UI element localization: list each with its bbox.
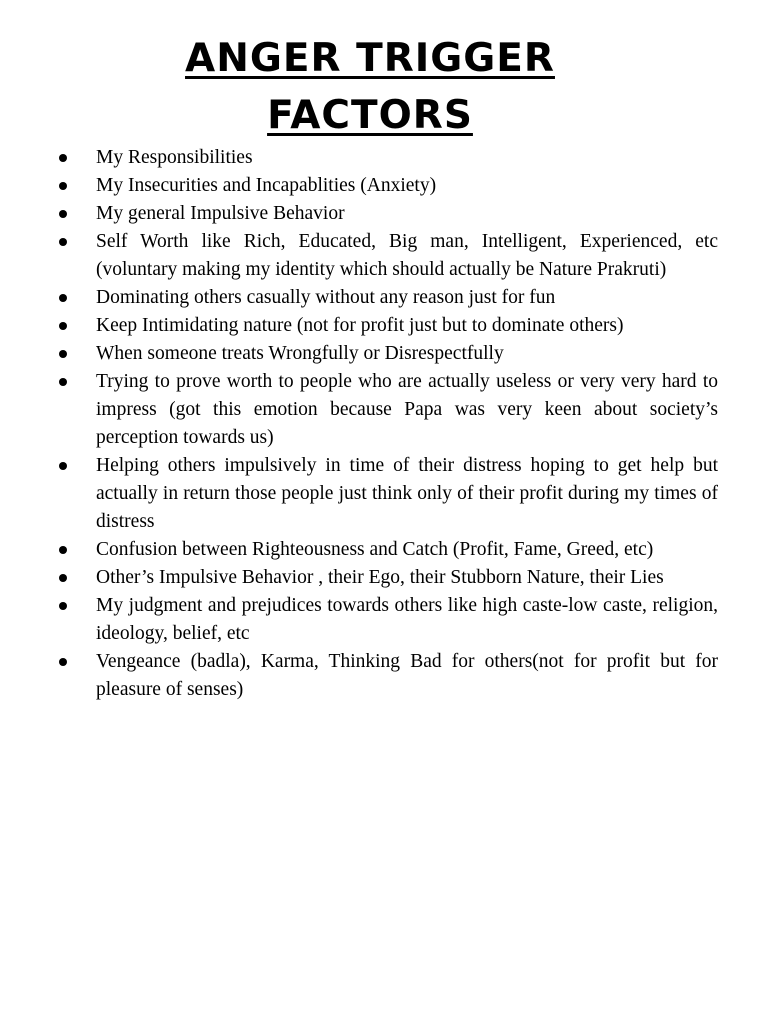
list-item <box>0 564 718 592</box>
list-item-text: Confusion between Righteousness and Catch (Profit, Fame, Greed, etc) <box>96 539 654 560</box>
list-item-text: My Insecurities and Incapablities (Anxiety) <box>96 175 437 196</box>
list-item-text: Other’s Impulsive Behavior , their Ego, their Stubborn Nature, their Lies <box>96 567 664 588</box>
list-item-text: My general Impulsive Behavior <box>96 203 345 224</box>
list-item-text: When someone treats Wrongfully or Disrespectfully <box>96 343 504 364</box>
bullet-icon <box>59 574 67 582</box>
bullet-icon <box>59 182 67 190</box>
trigger-factor-list <box>0 144 768 704</box>
page-title: ANGER TRIGGER FACTORS <box>185 36 555 138</box>
list-item <box>0 228 718 284</box>
bullet-icon <box>59 378 67 386</box>
list-item <box>0 144 718 172</box>
bullet-icon <box>59 462 67 470</box>
bullet-icon <box>59 602 67 610</box>
list-item-text: My judgment and prejudices towards others like high caste-low caste, religion, ideology, belief, etc <box>96 595 718 644</box>
bullet-icon <box>59 210 67 218</box>
list-item <box>0 200 718 228</box>
list-item <box>0 368 718 452</box>
list-item-text: My Responsibilities <box>96 147 253 168</box>
bullet-icon <box>59 154 67 162</box>
list-item-text: Vengeance (badla), Karma, Thinking Bad for others(not for profit but for pleasure of senses) <box>96 651 718 700</box>
bullet-icon <box>59 322 67 330</box>
list-item <box>0 284 718 312</box>
list-item <box>0 592 718 648</box>
list-item <box>0 340 718 368</box>
list-item-text: Keep Intimidating nature (not for profit just but to dominate others) <box>96 315 624 336</box>
list-item-text: Self Worth like Rich, Educated, Big man, Intelligent, Experienced, etc (voluntary making my identity which should actually be Nature Prakruti) <box>96 231 718 280</box>
list-item <box>0 536 718 564</box>
list-item-text: Helping others impulsively in time of their distress hoping to get help but actually in return those people just think only of their profit during my times of distress <box>96 455 718 532</box>
bullet-icon <box>59 294 67 302</box>
list-item-text: Dominating others casually without any reason just for fun <box>96 287 556 308</box>
list-item-text: Trying to prove worth to people who are actually useless or very very hard to impress (got this emotion because Papa was very keen about society’s perception towards us) <box>96 371 718 448</box>
list-item <box>0 172 718 200</box>
bullet-icon <box>59 546 67 554</box>
bullet-icon <box>59 350 67 358</box>
bullet-icon <box>59 238 67 246</box>
list-item <box>0 648 718 704</box>
list-item <box>0 312 718 340</box>
bullet-icon <box>59 658 67 666</box>
list-item <box>0 452 718 536</box>
